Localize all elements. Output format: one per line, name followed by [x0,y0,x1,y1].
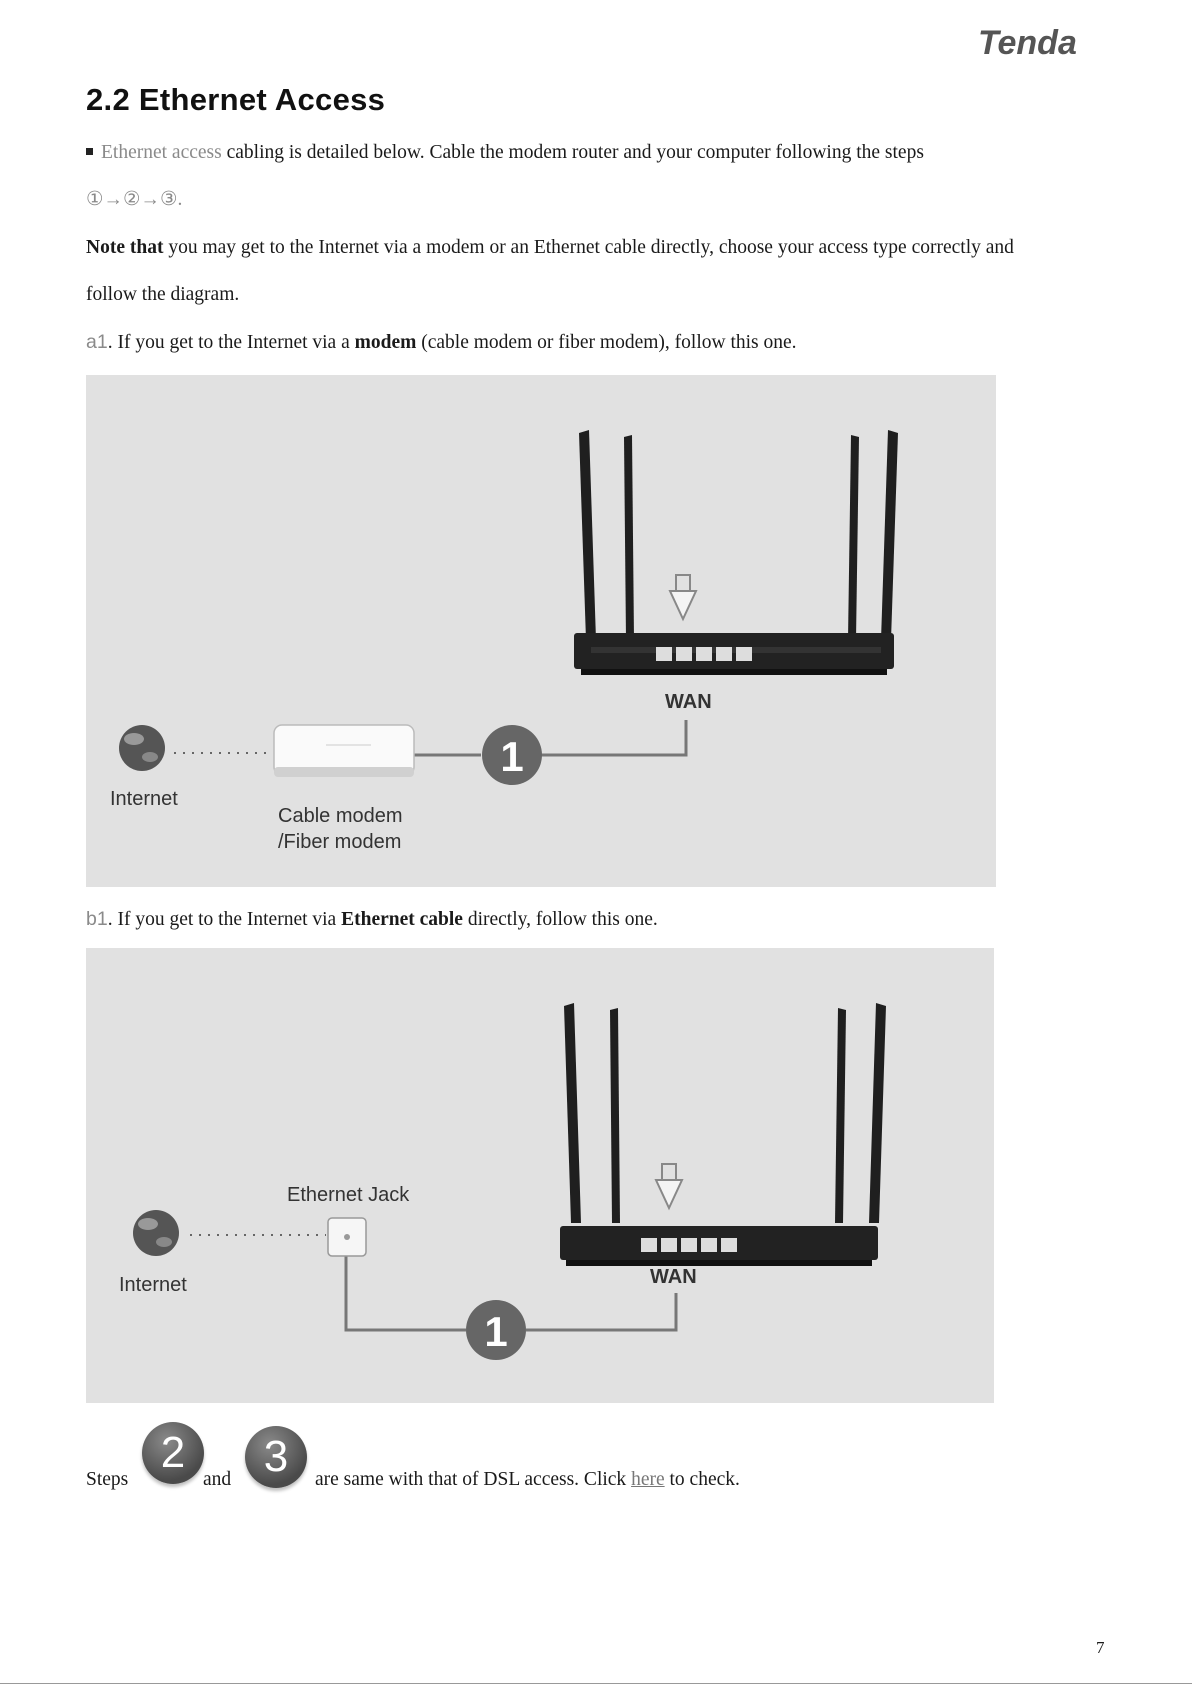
here-link[interactable]: here [631,1469,665,1490]
steps-and: and [203,1469,232,1490]
figure-a1 [86,375,996,887]
step-1-badge [482,725,542,785]
modem-label-2: /Fiber modem [278,831,402,853]
step-1-badge [466,1300,526,1360]
steps-text-line [315,1468,740,1492]
steps-sequence: ①→②→③. [86,189,183,210]
step-2-badge: 2 [142,1422,204,1484]
case-b1-label: b1 [86,908,108,930]
intro-highlight: Ethernet access [101,142,222,163]
internet-label: Internet [119,1274,187,1296]
svg-text:1: 1 [484,1308,508,1355]
wan-label: WAN [665,691,712,713]
steps-suffix: to check. [664,1469,740,1490]
arrow-down-icon [656,1164,682,1208]
note-line-1 [86,236,1014,260]
intro-line [86,141,924,165]
note-text: you may get to the Internet via a modem or an Ethernet cable directly, choose your access type correctly and [163,237,1014,258]
note-lead: Note that [86,237,164,258]
globe-icon [119,725,165,771]
intro-text: cabling is detailed below. Cable the modem router and your computer following the steps [221,142,924,163]
tenda-logo [976,24,1114,60]
case-a1-label: a1 [86,331,108,353]
case-a1-post: (cable modem or fiber modem), follow this one. [416,332,797,353]
case-b1-pre: . If you get to the Internet via [107,909,342,930]
modem-image [274,725,414,777]
router-image [574,430,898,675]
note-line-2: follow the diagram. [86,284,240,305]
steps-text: are same with that of DSL access. Click [315,1469,632,1490]
case-b1-line [86,907,658,932]
section-title: 2.2 Ethernet Access [86,82,386,117]
cable-line [526,1293,676,1330]
arrow-down-icon [670,575,696,619]
wan-label: WAN [650,1266,697,1288]
router-image [560,1003,886,1266]
case-b1-bold: Ethernet cable [341,909,463,930]
cable-line [541,720,686,755]
footer-divider [0,1683,1192,1684]
case-b1-post: directly, follow this one. [462,909,658,930]
case-a1-bold: modem [354,332,417,353]
svg-text:1: 1 [500,733,524,780]
svg-text:Tenda: Tenda [978,24,1077,60]
case-a1-pre: . If you get to the Internet via a [107,332,355,353]
step-3-badge: 3 [245,1426,307,1488]
globe-icon [133,1210,179,1256]
figure-b1 [86,948,994,1403]
page-number: 7 [1096,1638,1105,1657]
ethernet-jack-label: Ethernet Jack [287,1184,410,1206]
steps-prefix: Steps [86,1469,129,1490]
internet-label: Internet [110,788,178,810]
case-a1-line [86,330,797,355]
ethernet-jack-image [328,1218,366,1256]
modem-label-1: Cable modem [278,805,403,827]
bullet-icon [86,148,93,155]
